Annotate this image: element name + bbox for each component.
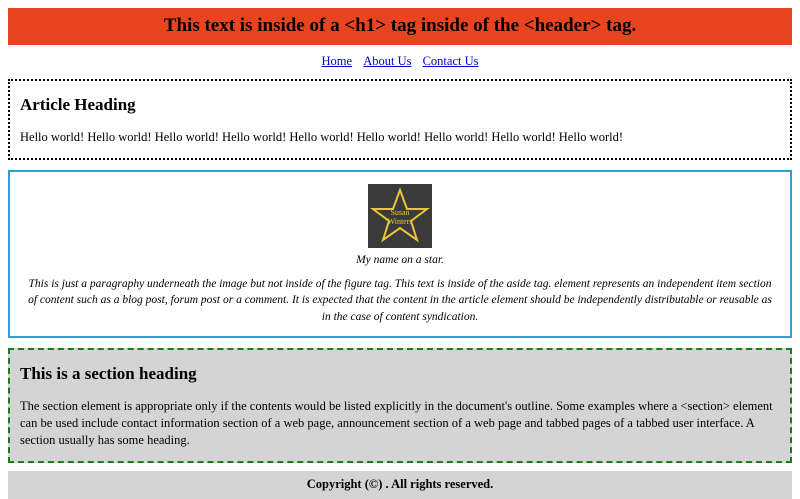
- figure-caption: My name on a star.: [356, 253, 444, 266]
- svg-text:Susan: Susan: [390, 207, 410, 217]
- page-wrapper: [0, 8, 800, 499]
- aside-paragraph: This is just a paragraphy underneath the image but not inside of the figure tag. This text is inside of the aside tag. element represents an independent item section of content such as a blog post, forum post or a comment. It is expected that the content in the article element should be independently distributable or reusable as in the case of content syndication.: [28, 277, 772, 323]
- copyright-text: Copyright (©) . All rights reserved.: [306, 477, 494, 492]
- page-title: This text is inside of a <h1> tag inside of the <header> tag.: [163, 15, 637, 36]
- nav-link-about-us[interactable]: About Us: [363, 53, 412, 68]
- star-logo-image: [368, 184, 432, 248]
- site-footer: [8, 471, 792, 499]
- main-navigation: [8, 45, 792, 79]
- aside-block: [8, 170, 792, 338]
- site-header: [8, 8, 792, 45]
- section-body: The section element is appropriate only if the contents would be listed explicitly in the document's outline. Some examples where a <section> element can be used include contact information section of a web page, announcement section of a web page and tabbed pages of a tabbed user interface. A section usually has some heading.: [20, 398, 773, 448]
- article-block: [8, 79, 792, 160]
- article-heading: Article Heading: [20, 94, 136, 114]
- figure: [20, 184, 780, 266]
- section-heading: This is a section heading: [20, 363, 197, 383]
- nav-link-home[interactable]: Home: [321, 53, 353, 68]
- svg-text:Winters: Winters: [387, 216, 413, 226]
- section-block: [8, 348, 792, 464]
- nav-link-contact-us[interactable]: Contact Us: [422, 53, 479, 68]
- article-body: Hello world! Hello world! Hello world! Hello world! Hello world! Hello world! Hello world! Hello world! Hello world!: [20, 129, 623, 144]
